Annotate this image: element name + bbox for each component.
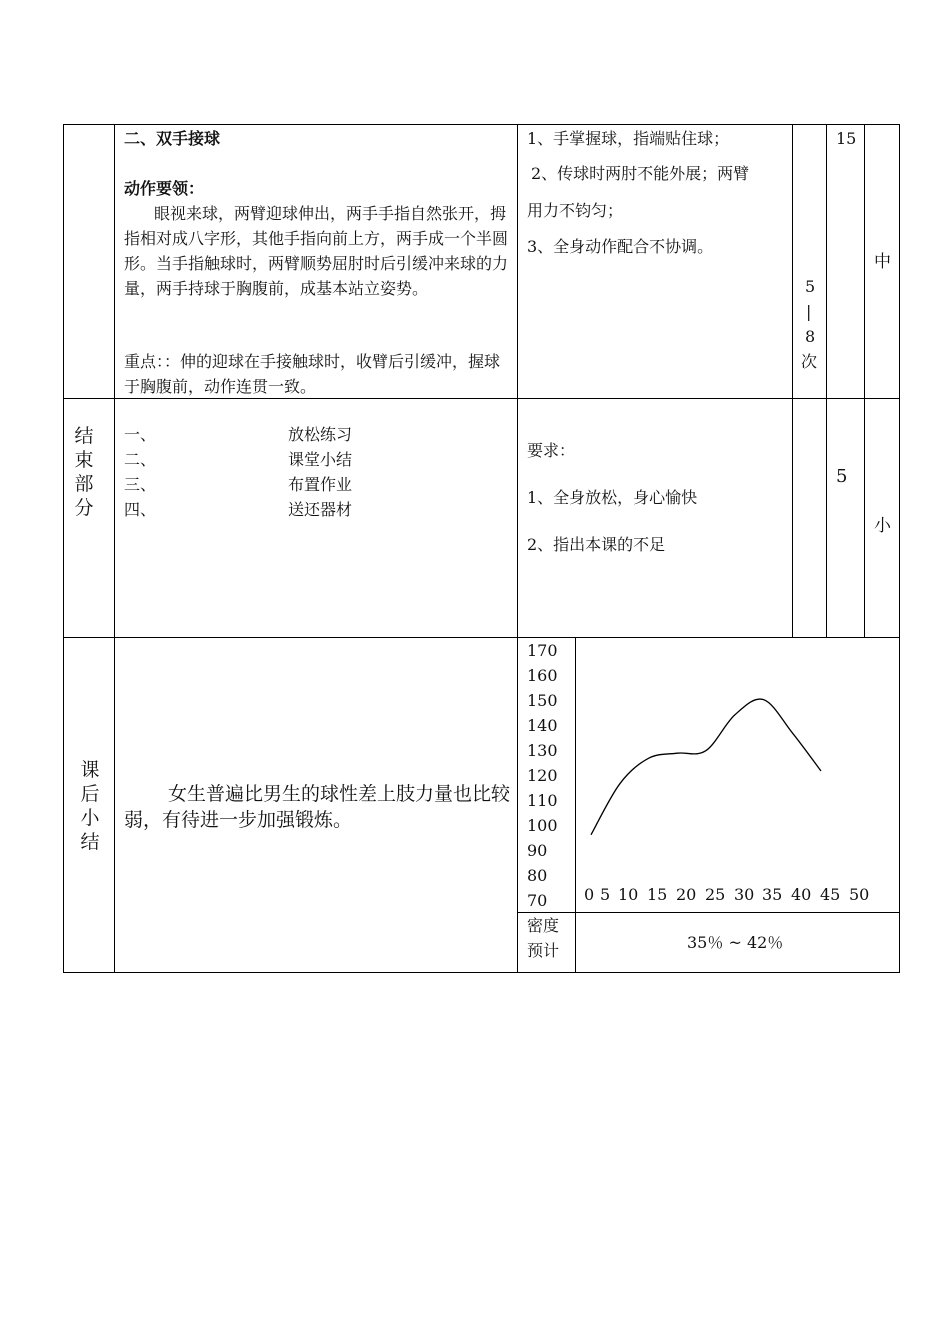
density-label-2: 预计 <box>527 941 560 960</box>
x-tick-label: 10 <box>618 885 639 904</box>
row2-item-1-num: 一、 <box>124 425 157 444</box>
row1-description: 眼视来球，两臂迎球伸出，两手手指自然张开，拇指相对成八字形，其他手指向前上方，两手成一个半圆形。当手指触球时，两臂顺势屈肘时后引缓冲来球的力量，两手持球于胸腹前，成基本站立姿势。 <box>124 204 509 298</box>
row1-reps-3: 8 <box>805 327 816 346</box>
row2-section-label-2: 束 <box>74 449 94 471</box>
row1-key-point: 重点：：伸的迎球在手接触球时，收臂后引缓冲，握球于胸腹前，动作连贯一致。 <box>124 352 501 396</box>
col-divider-5 <box>864 124 865 638</box>
row1-heading: 二、双手接球 <box>124 129 221 148</box>
row1-sub-heading: 动作要领： <box>124 179 205 198</box>
row2-requirement-1: 1、全身放松，身心愉快 <box>527 488 698 507</box>
table-bottom-border <box>63 972 900 973</box>
y-tick-label: 100 <box>527 816 558 835</box>
y-tick-label: 130 <box>527 741 558 760</box>
row1-reps-1: 5 <box>805 277 816 296</box>
y-tick-label: 170 <box>527 641 558 660</box>
x-tick-label: 20 <box>676 885 697 904</box>
row3-section-label-1: 课 <box>80 759 100 781</box>
row1-time: 15 <box>836 129 857 148</box>
x-tick-label: 0 <box>584 885 595 904</box>
x-tick-label: 15 <box>647 885 668 904</box>
row2-item-4-text: 送还器材 <box>288 500 353 519</box>
heart-rate-chart <box>576 638 899 912</box>
row2-section-label-1: 结 <box>74 425 94 447</box>
density-value: 35％ ~ 42％ <box>687 933 784 952</box>
col-divider-1 <box>114 124 115 973</box>
x-tick-label: 40 <box>791 885 812 904</box>
x-tick-label: 50 <box>849 885 870 904</box>
table-right-border <box>899 124 900 973</box>
table-top-border <box>63 124 900 125</box>
row2-item-3-text: 布置作业 <box>288 475 353 494</box>
row2-section-label-4: 分 <box>74 497 94 519</box>
row1-error-3: 用力不钧匀； <box>527 201 624 220</box>
heart-rate-curve <box>591 699 821 835</box>
row3-section-label-2: 后 <box>80 783 100 805</box>
row3-summary: 女生普遍比男生的球性差上肢力量也比较弱，有待进一步加强锻炼。 <box>124 783 511 831</box>
row2-item-2-text: 课堂小结 <box>288 450 353 469</box>
x-tick-label: 35 <box>762 885 783 904</box>
row1-error-1: 1、手掌握球，指端贴住球； <box>527 129 730 148</box>
row2-intensity: 小 <box>874 516 891 536</box>
col-divider-3 <box>792 124 793 638</box>
col-divider-2 <box>517 124 518 973</box>
y-tick-label: 160 <box>527 666 558 685</box>
row2-item-1-text: 放松练习 <box>288 425 353 444</box>
row2-time: 5 <box>836 466 848 487</box>
row2-requirement-2: 2、指出本课的不足 <box>527 535 666 554</box>
table-left-border <box>63 124 64 973</box>
row1-error-2: 2、传球时两肘不能外展；两臂 <box>531 164 750 183</box>
x-tick-label: 25 <box>705 885 726 904</box>
row1-reps-2: | <box>806 302 812 321</box>
row3-section-label-3: 小 <box>80 807 100 829</box>
row3-section-label-4: 结 <box>80 831 100 853</box>
density-label-1: 密度 <box>527 916 560 935</box>
row2-item-3-num: 三、 <box>124 475 157 494</box>
x-tick-label: 5 <box>600 885 611 904</box>
row1-error-4: 3、全身动作配合不协调。 <box>527 237 714 256</box>
row1-intensity: 中 <box>874 252 891 272</box>
x-tick-label: 30 <box>734 885 755 904</box>
row2-item-2-num: 二、 <box>124 450 157 469</box>
y-tick-label: 80 <box>527 866 548 885</box>
y-tick-label: 150 <box>527 691 558 710</box>
row1-reps-4: 次 <box>801 352 818 371</box>
x-tick-label: 45 <box>820 885 841 904</box>
y-tick-label: 120 <box>527 766 558 785</box>
row2-item-4-num: 四、 <box>124 500 157 519</box>
row2-section-label-3: 部 <box>74 473 94 495</box>
y-tick-label: 140 <box>527 716 558 735</box>
col-divider-4 <box>826 124 827 638</box>
y-tick-label: 110 <box>527 791 558 810</box>
y-tick-label: 70 <box>527 891 548 910</box>
y-tick-label: 90 <box>527 841 548 860</box>
row2-requirements-title: 要求： <box>527 441 576 460</box>
